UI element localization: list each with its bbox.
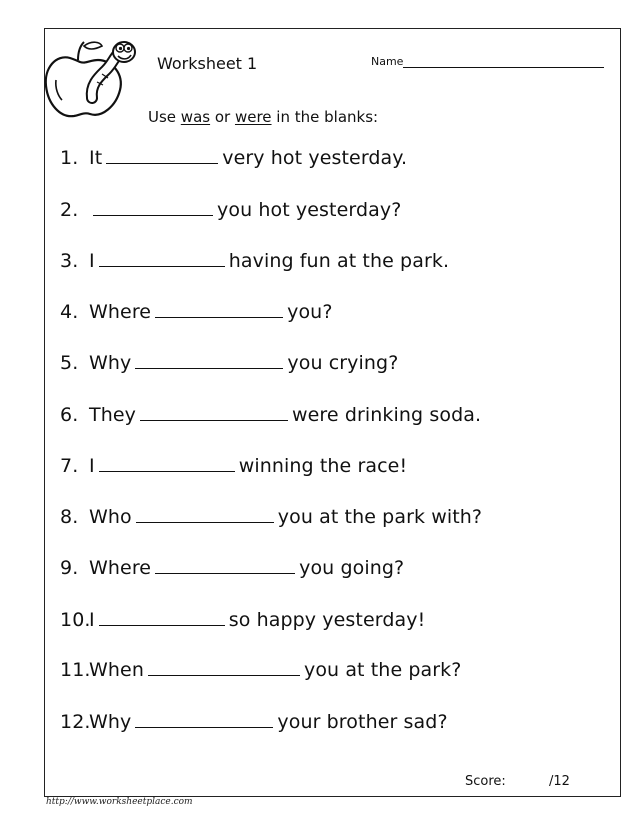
worksheet-title: Worksheet 1 [157, 54, 258, 73]
question-6: 6. They were drinking soda. [60, 404, 482, 426]
question-1: 1. It very hot yesterday. [60, 147, 408, 169]
question-11: 11.When you at the park? [60, 659, 462, 681]
answer-blank[interactable] [99, 624, 225, 626]
score-total: /12 [549, 774, 570, 789]
answer-blank[interactable] [136, 521, 274, 523]
answer-blank[interactable] [106, 162, 218, 164]
answer-blank[interactable] [140, 419, 288, 421]
source-url: http://www.worksheetplace.com [46, 797, 193, 807]
question-7: 7. I winning the race! [60, 455, 408, 477]
question-2: 2. you hot yesterday? [60, 199, 402, 221]
answer-blank[interactable] [99, 265, 225, 267]
instructions: Use was or were in the blanks: [148, 108, 379, 126]
question-4: 4. Where you? [60, 301, 333, 323]
name-line[interactable] [403, 67, 604, 68]
question-12: 12.Why your brother sad? [60, 711, 448, 733]
question-10: 10.I so happy yesterday! [60, 609, 426, 631]
answer-blank[interactable] [155, 316, 283, 318]
word-was: was [180, 108, 211, 126]
name-field[interactable] [371, 55, 403, 68]
answer-blank[interactable] [148, 674, 300, 676]
answer-blank[interactable] [135, 367, 283, 369]
word-were: were [234, 108, 272, 126]
answer-blank[interactable] [135, 726, 273, 728]
name-label: Name [371, 55, 404, 68]
worm-in-apple-icon [40, 36, 140, 122]
question-8: 8. Who you at the park with? [60, 506, 483, 528]
question-5: 5. Why you crying? [60, 352, 399, 374]
answer-blank[interactable] [99, 470, 235, 472]
score-label: Score: [465, 774, 506, 789]
answer-blank[interactable] [155, 572, 295, 574]
question-3: 3. I having fun at the park. [60, 250, 450, 272]
answer-blank[interactable] [93, 214, 213, 216]
question-9: 9. Where you going? [60, 557, 405, 579]
